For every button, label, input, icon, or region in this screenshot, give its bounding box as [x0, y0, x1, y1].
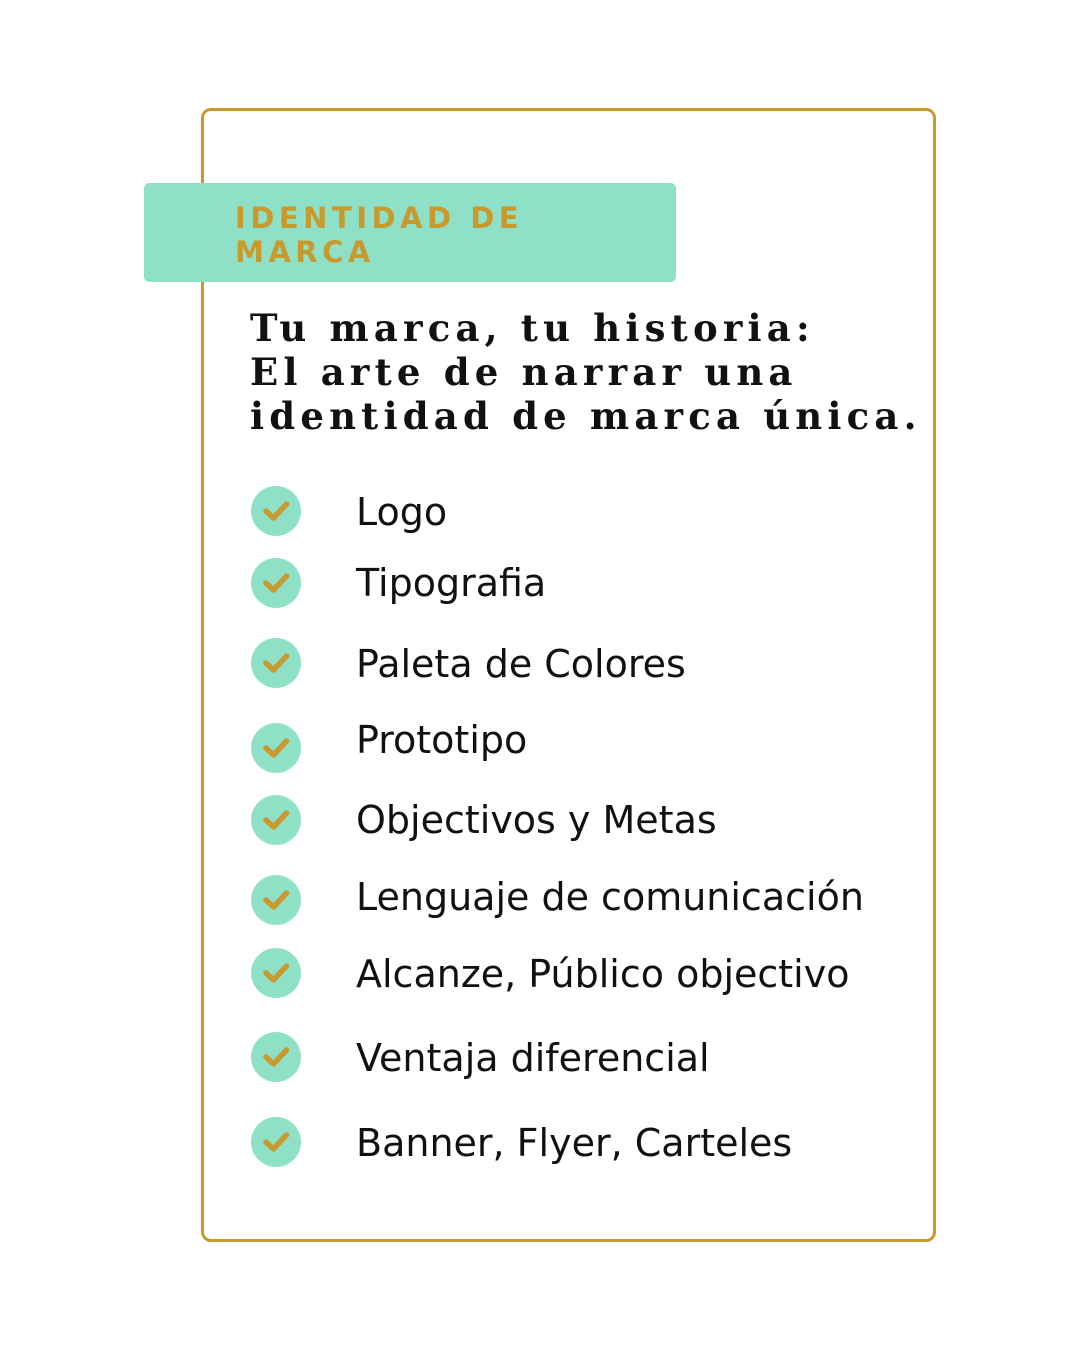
list-item-paleta-de-colores: Paleta de Colores — [356, 642, 686, 686]
check-circle-icon — [251, 1032, 301, 1082]
check-circle-icon — [251, 795, 301, 845]
list-item-lenguaje-de-comunicacion: Lenguaje de comunicación — [356, 875, 864, 919]
check-circle-icon — [251, 558, 301, 608]
list-item-ventaja-diferencial: Ventaja diferencial — [356, 1036, 710, 1080]
check-circle-icon — [251, 638, 301, 688]
headline-line-3: identidad de marca única. — [250, 394, 922, 438]
list-item-tipografia: Tipografia — [356, 561, 547, 605]
category-badge-label — [235, 201, 635, 269]
headline-line-2: El arte de narrar una — [250, 350, 798, 394]
check-circle-icon — [251, 1117, 301, 1167]
check-circle-icon — [251, 948, 301, 998]
list-item-logo: Logo — [356, 490, 448, 534]
list-item-banner-flyer-carteles: Banner, Flyer, Carteles — [356, 1121, 793, 1165]
category-badge-line-1: IDENTIDAD DE — [235, 201, 524, 235]
list-item-objectivos-y-metas: Objectivos y Metas — [356, 798, 717, 842]
list-item-prototipo: Prototipo — [356, 718, 528, 762]
category-badge-line-2: MARCA — [235, 235, 375, 269]
list-item-alcanze-publico-objectivo: Alcanze, Público objectivo — [356, 952, 850, 996]
check-circle-icon — [251, 486, 301, 536]
check-circle-icon — [251, 875, 301, 925]
headline-line-1: Tu marca, tu historia: — [250, 306, 815, 350]
headline — [250, 306, 922, 438]
check-circle-icon — [251, 723, 301, 773]
category-badge — [144, 183, 676, 282]
